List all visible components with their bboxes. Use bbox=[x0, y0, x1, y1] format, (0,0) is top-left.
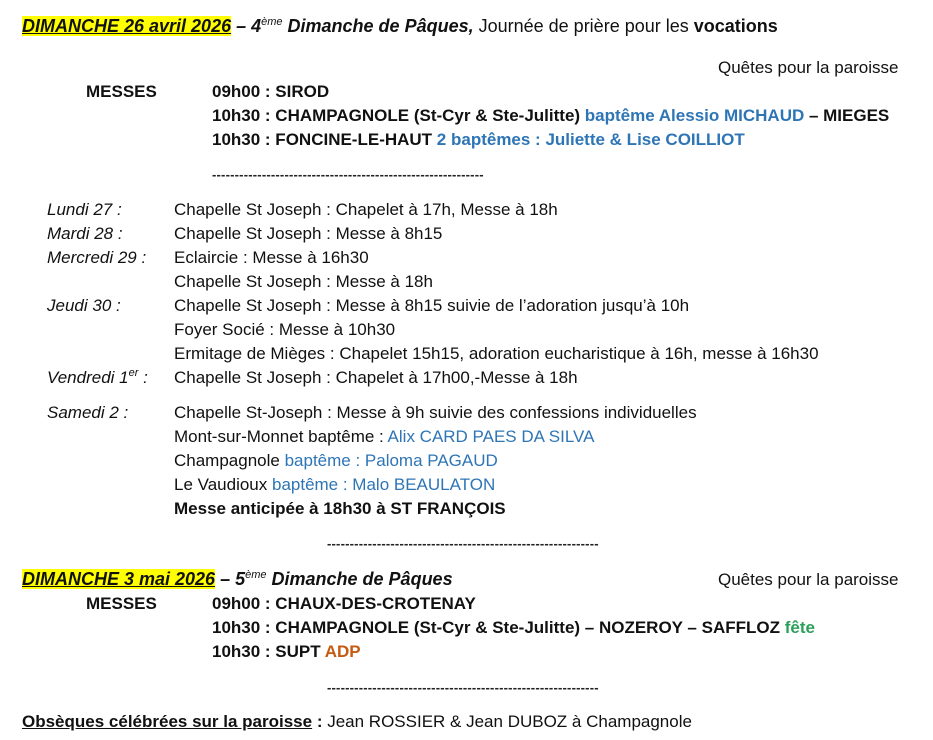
feast-note: fête bbox=[784, 618, 815, 637]
event-text: Chapelle St Joseph : Messe à 18h bbox=[174, 272, 433, 291]
mass-item: 09h00 : CHAUX-DES-CROTENAY bbox=[212, 594, 476, 613]
event-text: Chapelle St Joseph : Chapelet à 17h00,-Messe à 18h bbox=[174, 368, 578, 387]
sunday-2-header: DIMANCHE 3 mai 2026 – 5ème Dimanche de Pâques bbox=[22, 569, 453, 589]
separator: ------------------------------------------------------------ bbox=[212, 167, 484, 182]
event-text: Chapelle St Joseph : Chapelet à 17h, Messe à 18h bbox=[174, 200, 558, 219]
day-label: Mardi 28 : bbox=[47, 224, 123, 243]
baptism-note: baptême : Malo BEAULATON bbox=[271, 475, 496, 494]
event-text: Mont-sur-Monnet baptême : Alix CARD PAES DA SILVA bbox=[174, 427, 595, 446]
anticipated-mass: Messe anticipée à 18h30 à ST FRANÇOIS bbox=[174, 499, 506, 518]
sunday-1-header: DIMANCHE 26 avril 2026 – 4ème Dimanche de Pâques, Journée de prière pour les vocations bbox=[22, 16, 778, 36]
event-text: Foyer Socié : Messe à 10h30 bbox=[174, 320, 396, 339]
day-label: Samedi 2 : bbox=[47, 403, 129, 422]
messes-label-1: MESSES bbox=[86, 82, 157, 101]
baptism-note: baptême Alessio MICHAUD bbox=[584, 106, 805, 125]
day-label: Mercredi 29 : bbox=[47, 248, 147, 267]
sunday-1-date: DIMANCHE 26 avril 2026 bbox=[22, 16, 232, 36]
event-text: Champagnole baptême : Paloma PAGAUD bbox=[174, 451, 498, 470]
quetes-note-1: Quêtes pour la paroisse bbox=[718, 58, 899, 77]
event-text: Chapelle St Joseph : Messe à 8h15 suivie de l’adoration jusqu’à 10h bbox=[174, 296, 690, 315]
event-text: Chapelle St Joseph : Messe à 8h15 bbox=[174, 224, 443, 243]
event-text: Le Vaudioux baptême : Malo BEAULATON bbox=[174, 475, 496, 494]
day-label: Vendredi 1er : bbox=[47, 367, 148, 387]
event-text: Eclaircie : Messe à 16h30 bbox=[174, 248, 369, 267]
day-label: Jeudi 30 : bbox=[47, 296, 121, 315]
separator: ------------------------------------------------------------ bbox=[327, 680, 599, 695]
messes-label-2: MESSES bbox=[86, 594, 157, 613]
mass-item: 10h30 : FONCINE-LE-HAUT 2 baptêmes : Juliette & Lise COILLIOT bbox=[212, 130, 745, 149]
obseques-line: Obsèques célébrées sur la paroisse : Jean ROSSIER & Jean DUBOZ à Champagnole bbox=[22, 712, 692, 731]
sunday-1-subtitle: Journée de prière pour les bbox=[473, 16, 694, 36]
separator: ------------------------------------------------------------ bbox=[327, 536, 599, 551]
obseques-label: Obsèques célébrées sur la paroisse bbox=[22, 712, 313, 731]
baptism-note: baptême : Paloma PAGAUD bbox=[284, 451, 498, 470]
baptism-note: 2 baptêmes : Juliette & Lise COILLIOT bbox=[436, 130, 745, 149]
mass-item: 10h30 : SUPT ADP bbox=[212, 642, 361, 661]
event-text: Ermitage de Mièges : Chapelet 15h15, adoration eucharistique à 16h, messe à 16h30 bbox=[174, 344, 819, 363]
sunday-2-date: DIMANCHE 3 mai 2026 bbox=[22, 569, 216, 589]
sunday-1-title: Dimanche de Pâques, bbox=[282, 16, 474, 36]
mass-item: 10h30 : CHAMPAGNOLE (St-Cyr & Ste-Julitte) baptême Alessio MICHAUD – MIEGES bbox=[212, 106, 890, 125]
adp-note: ADP bbox=[324, 642, 361, 661]
baptism-note: Alix CARD PAES DA SILVA bbox=[387, 427, 595, 446]
mass-item: 09h00 : SIROD bbox=[212, 82, 330, 101]
event-text: Chapelle St-Joseph : Messe à 9h suivie des confessions individuelles bbox=[174, 403, 697, 422]
sunday-2-title: Dimanche de Pâques bbox=[266, 569, 453, 589]
obseques-text: Jean ROSSIER & Jean DUBOZ à Champagnole bbox=[327, 712, 692, 731]
quetes-note-2: Quêtes pour la paroisse bbox=[718, 570, 899, 589]
mass-item: 10h30 : CHAMPAGNOLE (St-Cyr & Ste-Julitte) – NOZEROY – SAFFLOZ fête bbox=[212, 618, 815, 637]
day-label: Lundi 27 : bbox=[47, 200, 122, 219]
